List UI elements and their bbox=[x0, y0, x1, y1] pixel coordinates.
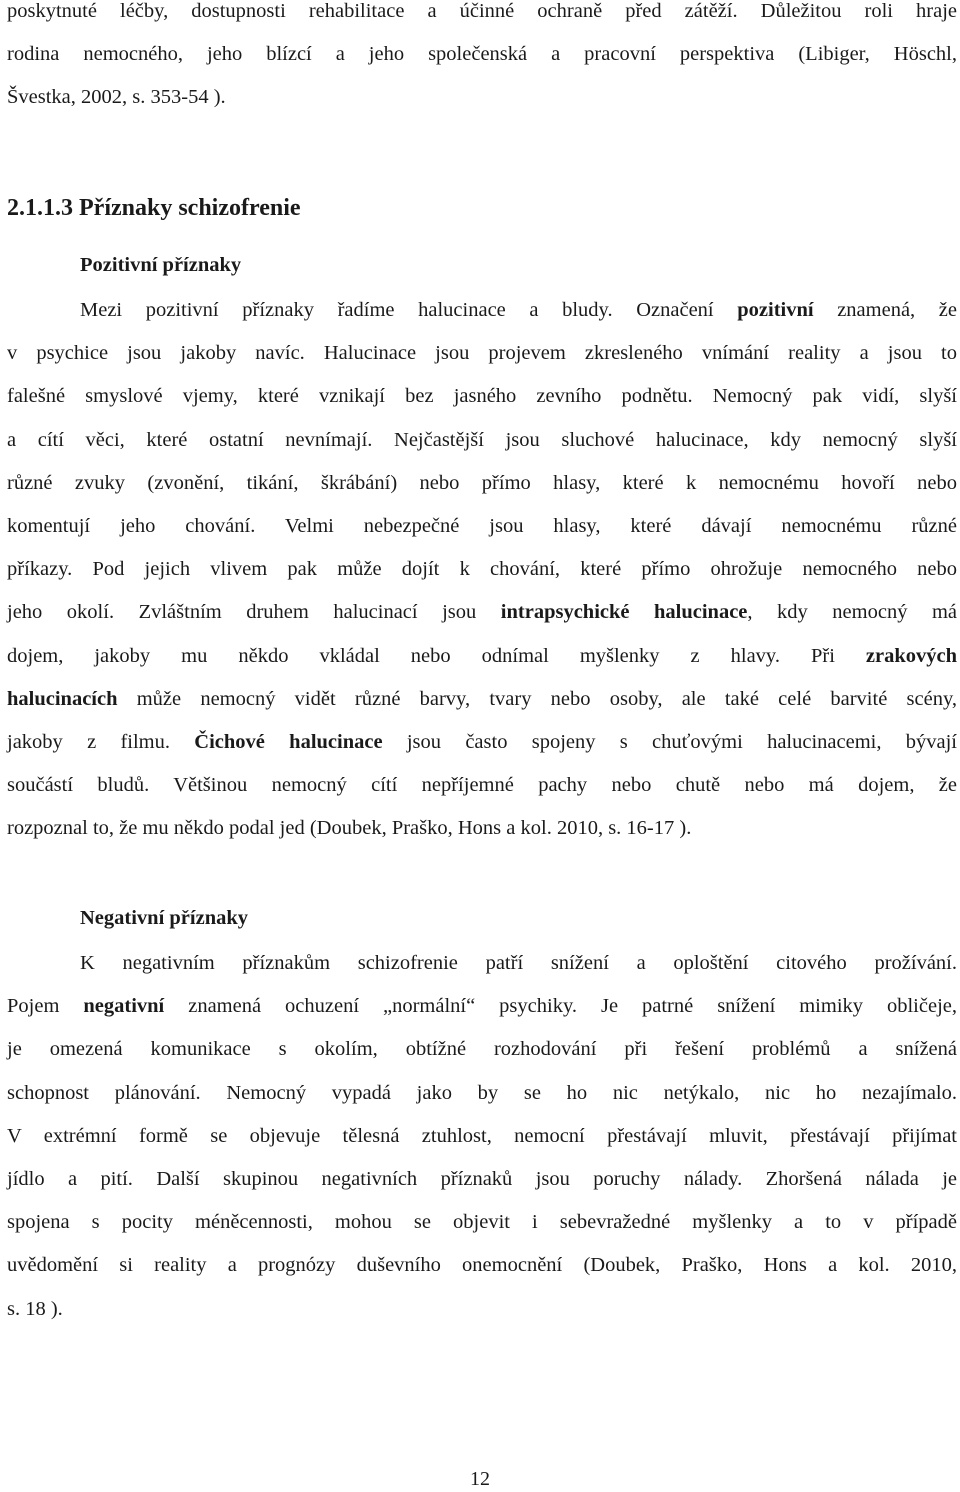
text-line: v psychice jsou jakoby navíc. Halucinace jsou projevem zkresleného vnímání reality a jsou to bbox=[7, 342, 957, 365]
text-line: rozpoznal to, že mu někdo podal jed (Doubek, Praško, Hons a kol. 2010, s. 16-17 ). bbox=[7, 817, 692, 840]
text-line: s. 18 ). bbox=[7, 1297, 63, 1320]
text-line: součástí bludů. Většinou nemocný cítí nepříjemné pachy nebo chutě nebo má dojem, že bbox=[7, 774, 957, 797]
negative-symptoms-heading: Negativní příznaky bbox=[80, 907, 248, 929]
text-line: K negativním příznakům schizofrenie patří snížení a oploštění citového prožívání. bbox=[80, 952, 957, 974]
section-heading: 2.1.1.3 Příznaky schizofrenie bbox=[7, 195, 301, 221]
text-line: jakoby z filmu. Čichové halucinace jsou často spojeny s chuťovými halucinacemi, bývají bbox=[7, 731, 958, 754]
text-line: komentují jeho chování. Velmi nebezpečné jsou hlasy, které dávají nemocnému různé bbox=[7, 515, 957, 538]
text-line: spojena s pocity méněcennosti, mohou se objevit i sebevražedné myšlenky a to v případě bbox=[7, 1211, 957, 1234]
text-line: Švestka, 2002, s. 353-54 ). bbox=[7, 86, 226, 109]
text-line: schopnost plánování. Nemocný vypadá jako by se ho nic netýkalo, nic ho nezajímalo. bbox=[7, 1081, 957, 1104]
text-line: jídlo a pití. Další skupinou negativních příznaků jsou poruchy nálady. Zhoršená nálada je bbox=[7, 1168, 957, 1191]
negative-symptoms-paragraph bbox=[7, 942, 957, 1331]
text-line: V extrémní formě se objevuje tělesná ztuhlost, nemocní přestávají mluvit, přestávají přijímat bbox=[7, 1124, 957, 1147]
intro-paragraph bbox=[7, 0, 957, 120]
text-line: různé zvuky (zvonění, tikání, škrábání) nebo přímo hlasy, které k nemocnému hovoří nebo bbox=[7, 471, 957, 494]
text-line: dojem, jakoby mu někdo vkládal nebo odnímal myšlenky z hlavy. Při zrakových bbox=[7, 644, 957, 667]
text-line: Mezi pozitivní příznaky řadíme halucinace a bludy. Označení pozitivní znamená, že bbox=[80, 299, 957, 321]
text-line: a cítí věci, které ostatní nevnímají. Nejčastější jsou sluchové halucinace, kdy nemocný slyší bbox=[7, 428, 957, 451]
text-line: rodina nemocného, jeho blízcí a jeho společenská a pracovní perspektiva (Libiger, Höschl, bbox=[7, 43, 957, 66]
text-line: Pojem negativní znamená ochuzení „normální“ psychiky. Je patrné snížení mimiky obličeje, bbox=[7, 995, 957, 1018]
text-line: halucinacích může nemocný vidět různé barvy, tvary nebo osoby, ale také celé barvité scény, bbox=[7, 687, 957, 710]
text-line: uvědomění si reality a prognózy duševního onemocnění (Doubek, Praško, Hons a kol. 2010, bbox=[7, 1254, 957, 1277]
text-line: falešné smyslové vjemy, které vznikají bez jasného zevního podnětu. Nemocný pak vidí, slyší bbox=[7, 385, 957, 408]
page-number: 12 bbox=[470, 1468, 490, 1490]
positive-symptoms-heading: Pozitivní příznaky bbox=[80, 254, 242, 276]
text-line: poskytnuté léčby, dostupnosti rehabilitace a účinné ochraně před zátěží. Důležitou roli hraje bbox=[7, 0, 957, 22]
text-line: je omezená komunikace s okolím, obtížné rozhodování při řešení problémů a snížená bbox=[7, 1038, 957, 1061]
text-line: příkazy. Pod jejich vlivem pak může dojít k chování, které přímo ohrožuje nemocného nebo bbox=[7, 558, 957, 581]
positive-symptoms-paragraph bbox=[7, 289, 957, 851]
text-line: jeho okolí. Zvláštním druhem halucinací jsou intrapsychické halucinace, kdy nemocný má bbox=[7, 601, 958, 624]
